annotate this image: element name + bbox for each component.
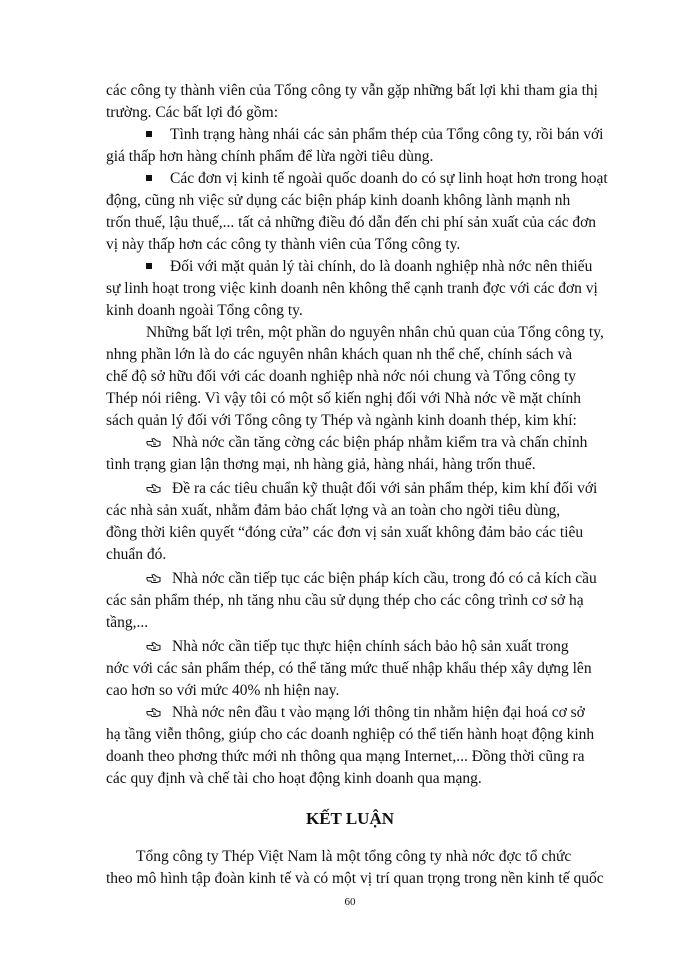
- text-line: [0, 300, 700, 322]
- text-line: [0, 522, 700, 544]
- recommendation-text: Nhà nớc cần tiếp tục các biện pháp kích cầu, trong đó có cả kích cầu: [172, 570, 597, 587]
- text-line: [0, 846, 700, 868]
- recommendation-text: Nhà nớc cần tăng cờng các biện pháp nhằm kiểm tra và chấn chỉnh: [172, 434, 588, 451]
- recommendation-text: Đề ra các tiêu chuẩn kỹ thuật đối với sản phẩm thép, kim khí đối với: [172, 480, 598, 497]
- recommendation-text: doanh theo phơng thức mới nh thông qua mạng Internet,... Đồng thời cũng ra: [106, 748, 585, 765]
- text-line: [0, 768, 700, 790]
- text-line: [0, 80, 700, 102]
- conclusion-text: theo mô hình tập đoàn kinh tế và có một vị trí quan trọng trong nền kinh tế quốc: [106, 870, 604, 887]
- recommendation-text: tình trạng gian lận thơng mại, nh hàng giả, hàng nhái, hàng trốn thuế.: [106, 456, 536, 473]
- text-line: [0, 146, 700, 168]
- bullet-text: Tình trạng hàng nhái các sản phẩm thép của Tổng công ty, rồi bán với: [170, 126, 604, 143]
- text-line: [0, 388, 700, 410]
- text-line: [0, 680, 700, 702]
- square-bullet-icon: [146, 131, 152, 137]
- text-line: [0, 344, 700, 366]
- text-line: [0, 500, 700, 522]
- paragraph-text: Những bất lợi trên, một phần do nguyên nhân chủ quan của Tổng công ty,: [146, 324, 604, 341]
- recommendation-text: nớc với các sản phẩm thép, có thể tăng mức thuế nhập khẩu thép xây dựng lên: [106, 660, 592, 677]
- recommendation-text: các nhà sản xuất, nhằm đảm bảo chất lợng và an toàn cho ngời tiêu dùng,: [106, 502, 561, 519]
- text-line: [0, 612, 700, 634]
- conclusion-text: Tổng công ty Thép Việt Nam là một tổng công ty nhà nớc đợc tổ chức: [136, 848, 572, 865]
- bullet-text: vị này thấp hơn các công ty thành viên của Tổng công ty.: [106, 236, 461, 253]
- pointing-hand-icon: [146, 436, 161, 448]
- paragraph-text: chế độ sở hữu đối với các doanh nghiệp nhà nớc nói chung và Tổng công ty: [106, 368, 577, 385]
- recommendation-item: [0, 636, 700, 658]
- text-line: [0, 724, 700, 746]
- pointing-hand-icon: [146, 706, 161, 718]
- text-line: [0, 746, 700, 768]
- square-bullet-icon: [146, 175, 152, 181]
- recommendation-item: [0, 432, 700, 454]
- square-bullet-icon: [146, 263, 152, 269]
- recommendation-text: các quy định và chế tài cho hoạt động kinh doanh qua mạng.: [106, 770, 482, 787]
- text-line: [0, 366, 700, 388]
- text-line: [0, 868, 700, 890]
- text-line: [0, 544, 700, 566]
- pointing-hand-icon: [146, 572, 161, 584]
- recommendation-text: cao hơn so với mức 40% nh hiện nay.: [106, 682, 340, 699]
- text-line: [0, 322, 700, 344]
- text-line: [0, 410, 700, 432]
- text-line: [0, 454, 700, 476]
- text-line: [0, 658, 700, 680]
- bullet-text: trốn thuế, lậu thuế,... tất cả những điều đó dẫn đến chi phí sản xuất của các đơn: [106, 214, 597, 231]
- text-line: [0, 278, 700, 300]
- recommendation-text: hạ tầng viễn thông, giúp cho các doanh nghiệp có thể tiến hành hoạt động kinh: [106, 726, 595, 743]
- bullet-item: [0, 124, 700, 146]
- section-heading: KẾT LUẬN: [305, 809, 394, 828]
- recommendation-item: [0, 478, 700, 500]
- paragraph-text: các công ty thành viên của Tổng công ty vẫn gặp những bất lợi khi tham gia thị: [106, 82, 598, 99]
- text-line: [0, 234, 700, 256]
- bullet-text: Đối với mặt quản lý tài chính, do là doanh nghiệp nhà nớc nên thiếu: [170, 258, 593, 275]
- recommendation-text: các sản phẩm thép, nh tăng nhu cầu sử dụng thép cho các công trình cơ sở hạ: [106, 592, 584, 609]
- paragraph-text: sách quản lý đối với Tổng công ty Thép và ngành kinh doanh thép, kim khí:: [106, 412, 577, 429]
- recommendation-text: Nhà nớc nên đầu t vào mạng lới thông tin nhằm hiện đại hoá cơ sở: [172, 704, 585, 721]
- text-line: [0, 190, 700, 212]
- paragraph-text: nhng phần lớn là do các nguyên nhân khách quan nh thể chế, chính sách và: [106, 346, 573, 363]
- text-line: [0, 102, 700, 124]
- bullet-item: [0, 168, 700, 190]
- bullet-text: kinh doanh ngoài Tổng công ty.: [106, 302, 303, 319]
- recommendation-text: tầng,...: [106, 614, 149, 631]
- paragraph-text: Thép nói riêng. Vì vậy tôi có một số kiến nghị đối với Nhà nớc về mặt chính: [106, 390, 581, 407]
- bullet-text: động, cũng nh việc sử dụng các biện pháp kinh doanh không lành mạnh nh: [106, 192, 571, 209]
- recommendation-text: Nhà nớc cần tiếp tục thực hiện chính sách bảo hộ sản xuất trong: [172, 638, 569, 655]
- bullet-text: sự linh hoạt trong việc kinh doanh nên không thể cạnh tranh đợc với các đơn vị: [106, 280, 598, 297]
- pointing-hand-icon: [146, 640, 161, 652]
- page-number: 60: [344, 896, 356, 908]
- recommendation-text: đồng thời kiên quyết “đóng cửa” các đơn vị sản xuất không đảm bảo các tiêu: [106, 524, 584, 541]
- recommendation-text: chuẩn đó.: [106, 546, 167, 563]
- text-line: [0, 590, 700, 612]
- bullet-text: giá thấp hơn hàng chính phẩm để lừa ngời tiêu dùng.: [106, 148, 434, 165]
- pointing-hand-icon: [146, 482, 161, 494]
- bullet-text: Các đơn vị kinh tế ngoài quốc doanh do có sự linh hoạt hơn trong hoạt: [170, 170, 608, 187]
- paragraph-text: trường. Các bất lợi đó gồm:: [106, 104, 279, 121]
- bullet-item: [0, 256, 700, 278]
- text-line: [0, 212, 700, 234]
- recommendation-item: [0, 702, 700, 724]
- recommendation-item: [0, 568, 700, 590]
